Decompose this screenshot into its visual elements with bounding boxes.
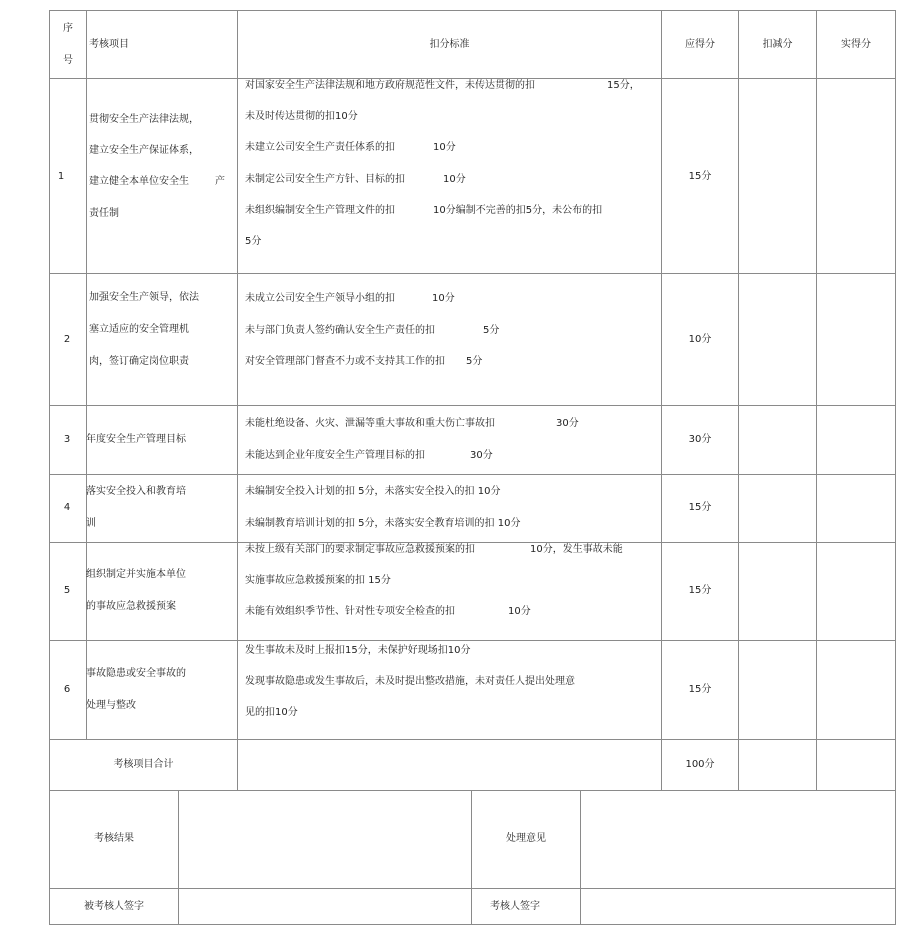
row-number: 5 (63, 585, 71, 596)
total-label: 考核项目合计 (113, 759, 174, 770)
criteria-text: 实施事故应急救援预案的扣 15分 (245, 575, 391, 586)
grid-line (49, 273, 896, 274)
grid-line (661, 10, 662, 790)
grid-line (49, 474, 896, 475)
opinion-label: 处理意见 (506, 833, 546, 844)
total-value: 100分 (685, 759, 715, 770)
grid-line (49, 739, 896, 740)
grid-line (49, 405, 896, 406)
criteria-score: 5分 (483, 325, 500, 336)
criteria-score: 10分 (433, 142, 456, 153)
row-item-line: 处理与整改 (86, 700, 136, 711)
row-item-line: 加强安全生产领导，依法 (89, 292, 199, 303)
grid-line (49, 790, 896, 791)
grid-line (178, 790, 179, 924)
row-item-line: 落实安全投入和教育培 (86, 486, 186, 497)
should-score-value: 15分 (688, 171, 712, 182)
row-item-line: 责任制 (89, 208, 119, 219)
criteria-score: 10分，发生事故未能 (530, 544, 623, 555)
row-number: 6 (63, 684, 71, 695)
row-item-line: 的事故应急救援预案 (86, 601, 176, 612)
criteria-text: 对国家安全生产法律法规和地方政府规范性文件，未传达贯彻的扣 (245, 80, 535, 91)
criteria-text: 见的扣10分 (245, 707, 298, 718)
grid-line (49, 640, 896, 641)
grid-line (49, 10, 50, 790)
should-score-value: 15分 (688, 502, 712, 513)
criteria-text: 未组织编制安全生产管理文件的扣 (245, 205, 395, 216)
grid-line (49, 924, 896, 925)
grid-line (49, 78, 896, 79)
row-item-line: 训 (86, 518, 96, 529)
header-item: 考核项目 (89, 39, 129, 50)
criteria-text: 未能达到企业年度安全生产管理目标的扣 (245, 450, 425, 461)
should-score-value: 15分 (688, 585, 712, 596)
criteria-text: 未能有效组织季节性、针对性专项安全检查的扣 (245, 606, 455, 617)
row-number: 2 (63, 334, 71, 345)
row-item-line: 贯彻安全生产法律法规， (89, 114, 199, 125)
row-number: 1 (57, 171, 65, 182)
header-actual-score: 实得分 (841, 39, 871, 50)
grid-line (895, 790, 896, 924)
criteria-score: 15分， (607, 80, 640, 91)
criteria-score: 10分 (508, 606, 531, 617)
should-score-value: 10分 (688, 334, 712, 345)
criteria-text: 未及时传达贯彻的扣10分 (245, 111, 358, 122)
header-seq: 序 号 (63, 23, 73, 66)
criteria-text: 未建立公司安全生产责任体系的扣 (245, 142, 395, 153)
grid-line (49, 888, 896, 889)
criteria-text: 5分 (245, 236, 262, 247)
grid-line (49, 542, 896, 543)
criteria-text: 发现事故隐患或发生事故后，未及时提出整改措施，未对责任人提出处理意 (245, 676, 575, 687)
criteria-text: 未制定公司安全生产方针、目标的扣 (245, 174, 405, 185)
criteria-text: 未按上级有关部门的要求制定事故应急救援预案的扣 (245, 544, 475, 555)
criteria-text: 未编制教育培训计划的扣 5分，未落实安全教育培训的扣 10分 (245, 518, 521, 529)
grid-line (895, 10, 896, 790)
grid-line (86, 10, 87, 739)
criteria-score: 10分编制不完善的扣5分，未公布的扣 (433, 205, 603, 216)
grid-line (580, 790, 581, 924)
row-item-line: 年度安全生产管理目标 (86, 434, 186, 445)
criteria-score: 30分 (470, 450, 493, 461)
should-score-value: 30分 (688, 434, 712, 445)
criteria-text: 未编制安全投入计划的扣 5分，未落实安全投入的扣 10分 (245, 486, 501, 497)
grid-line (49, 10, 896, 11)
criteria-text: 对安全管理部门督查不力或不支持其工作的扣 (245, 356, 445, 367)
row-item-line: 组织制定并实施本单位 (86, 569, 186, 580)
criteria-score: 10分 (443, 174, 466, 185)
row-number: 4 (63, 502, 71, 513)
row-item-line: 事故隐患或安全事故的 (86, 668, 186, 679)
criteria-score: 10分 (432, 293, 455, 304)
grid-line (816, 10, 817, 790)
row-item-line: 塞立适应的安全管理机 (89, 324, 189, 335)
criteria-text: 未与部门负责人签约确认安全生产责任的扣 (245, 325, 435, 336)
result-label: 考核结果 (94, 833, 134, 844)
criteria-score: 30分 (556, 418, 579, 429)
row-item-line: 建立安全生产保证体系， (89, 145, 199, 156)
should-score-value: 15分 (688, 684, 712, 695)
row-number: 3 (63, 434, 71, 445)
header-deduct-score: 扣减分 (762, 39, 793, 50)
row-item-line: 肉，签订确定岗位职责 (89, 356, 189, 367)
criteria-text: 发生事故未及时上报扣15分，未保护好现场扣10分 (245, 645, 471, 656)
criteria-score: 5分 (466, 356, 483, 367)
header-should-score: 应得分 (685, 39, 715, 50)
row-item-line: 产 (215, 176, 225, 187)
header-standard: 扣分标准 (429, 39, 470, 50)
row-item-line: 建立健全本单位安全生 (89, 176, 189, 187)
criteria-text: 未成立公司安全生产领导小组的扣 (245, 293, 395, 304)
assessee-signature-label: 被考核人签字 (84, 901, 144, 912)
criteria-text: 未能杜绝设备、火灾、泄漏等重大事故和重大伤亡事故扣 (245, 418, 495, 429)
assessor-signature-label: 考核人签字 (490, 901, 540, 912)
grid-line (738, 10, 739, 790)
grid-line (237, 10, 238, 790)
